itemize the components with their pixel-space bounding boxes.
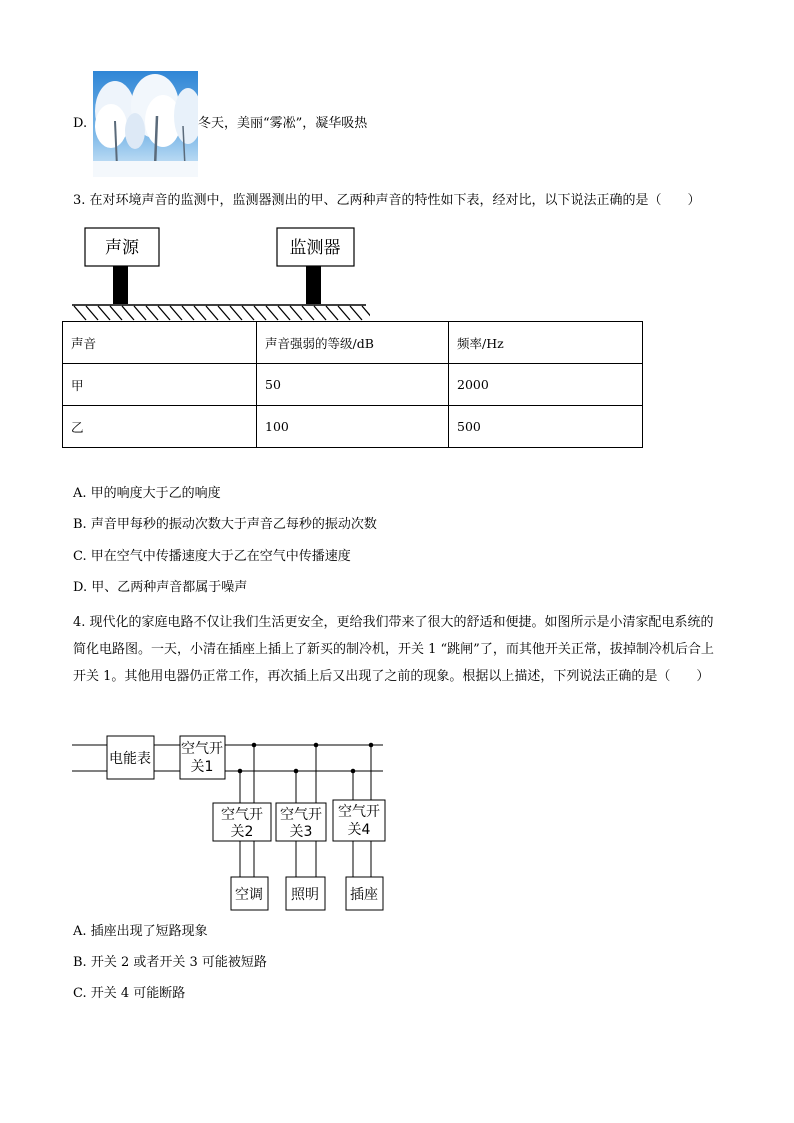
hatch-mark bbox=[362, 306, 370, 320]
monitor-post bbox=[306, 266, 321, 304]
table-cell: 2000 bbox=[449, 364, 643, 406]
hatch-mark bbox=[134, 306, 146, 320]
hatch-mark bbox=[74, 306, 86, 320]
table-cell: 100 bbox=[257, 406, 449, 448]
sound-monitor-figure bbox=[70, 226, 370, 322]
hatch-mark bbox=[158, 306, 170, 320]
sound-data-table bbox=[62, 321, 643, 448]
hatch-mark bbox=[86, 306, 98, 320]
hatch-mark bbox=[302, 306, 314, 320]
table-header-cell: 声音 bbox=[63, 322, 257, 364]
hatch-mark bbox=[170, 306, 182, 320]
hatch-mark bbox=[110, 306, 122, 320]
load3-label: 照明 bbox=[291, 887, 319, 903]
q3-option-c: C. 甲在空气中传播速度大于乙在空气中传播速度 bbox=[73, 549, 351, 564]
load2-label: 空调 bbox=[235, 887, 263, 903]
hatch-mark bbox=[314, 306, 326, 320]
hatch-mark bbox=[338, 306, 350, 320]
hatch-mark bbox=[242, 306, 254, 320]
switch3-label-1: 空气开 bbox=[280, 807, 322, 823]
hatch-mark bbox=[326, 306, 338, 320]
rime-photo bbox=[93, 71, 198, 177]
hatch-mark bbox=[206, 306, 218, 320]
table-cell: 50 bbox=[257, 364, 449, 406]
q3-option-d: D. 甲、乙两种声音都属于噪声 bbox=[73, 580, 248, 595]
option-d-text: 冬天，美丽“雾凇”，凝华吸热 bbox=[198, 116, 368, 131]
q3-option-a: A. 甲的响度大于乙的响度 bbox=[73, 486, 221, 501]
hatch-mark bbox=[98, 306, 110, 320]
hatch-mark bbox=[278, 306, 290, 320]
hatch-mark bbox=[122, 306, 134, 320]
q3-stem: 3. 在对环境声音的监测中，监测器测出的甲、乙两种声音的特性如下表，经对比，以下说法正确的是（ ） bbox=[73, 193, 701, 208]
hatch-mark bbox=[146, 306, 158, 320]
snowy-frost-trees-photo-icon bbox=[93, 71, 198, 177]
main-switch-label-1: 空气开 bbox=[181, 741, 223, 757]
switch4-label-2: 关4 bbox=[347, 822, 371, 838]
q4-stem: 4. 现代化的家庭电路不仅让我们生活更安全，更给我们带来了很大的舒适和便捷。如图所示是小清家配电系统的简化电路图。一天，小清在插座上插上了新买的制冷机，开关 1 “跳闸”了，而其他开关正常，拔掉制冷机后合上开关 1。其他用电器仍正常工作，再次插上后又出现了之前的现象。根据以上描述，下列说法正确的是（ ） bbox=[73, 615, 714, 684]
table-cell: 甲 bbox=[63, 364, 257, 406]
circuit-diagram bbox=[70, 733, 390, 913]
table-row bbox=[63, 406, 643, 448]
hatch-mark bbox=[182, 306, 194, 320]
meter-label: 电能表 bbox=[109, 751, 151, 767]
monitor-label: 监测器 bbox=[289, 238, 341, 258]
table-cell: 500 bbox=[449, 406, 643, 448]
hatch-mark bbox=[254, 306, 266, 320]
table-row bbox=[63, 364, 643, 406]
hatch-mark bbox=[218, 306, 230, 320]
q4-option-b: B. 开关 2 或者开关 3 可能被短路 bbox=[73, 955, 267, 970]
junction-dots bbox=[238, 743, 374, 774]
main-switch-label-2: 关1 bbox=[190, 759, 214, 775]
switch3-label-2: 关3 bbox=[289, 824, 313, 840]
hatch-mark bbox=[230, 306, 242, 320]
q4-option-c: C. 开关 4 可能断路 bbox=[73, 986, 186, 1001]
hatch-mark bbox=[350, 306, 362, 320]
switch2-label-1: 空气开 bbox=[221, 807, 263, 823]
hatch-mark bbox=[194, 306, 206, 320]
switch4-label-1: 空气开 bbox=[338, 804, 380, 820]
q3-option-b: B. 声音甲每秒的振动次数大于声音乙每秒的振动次数 bbox=[73, 517, 377, 532]
load4-label: 插座 bbox=[350, 887, 378, 903]
hatch-mark bbox=[290, 306, 302, 320]
switch2-label-2: 关2 bbox=[230, 824, 254, 840]
q4-option-a: A. 插座出现了短路现象 bbox=[73, 924, 208, 939]
table-cell: 乙 bbox=[63, 406, 257, 448]
ground-hatching bbox=[74, 306, 370, 320]
table-header-row bbox=[63, 322, 643, 364]
hatch-mark bbox=[266, 306, 278, 320]
source-post bbox=[113, 266, 128, 304]
option-d-label: D. bbox=[73, 116, 88, 131]
table-header-cell: 频率/Hz bbox=[449, 322, 643, 364]
table-header-cell: 声音强弱的等级/dB bbox=[257, 322, 449, 364]
source-label: 声源 bbox=[105, 238, 139, 258]
